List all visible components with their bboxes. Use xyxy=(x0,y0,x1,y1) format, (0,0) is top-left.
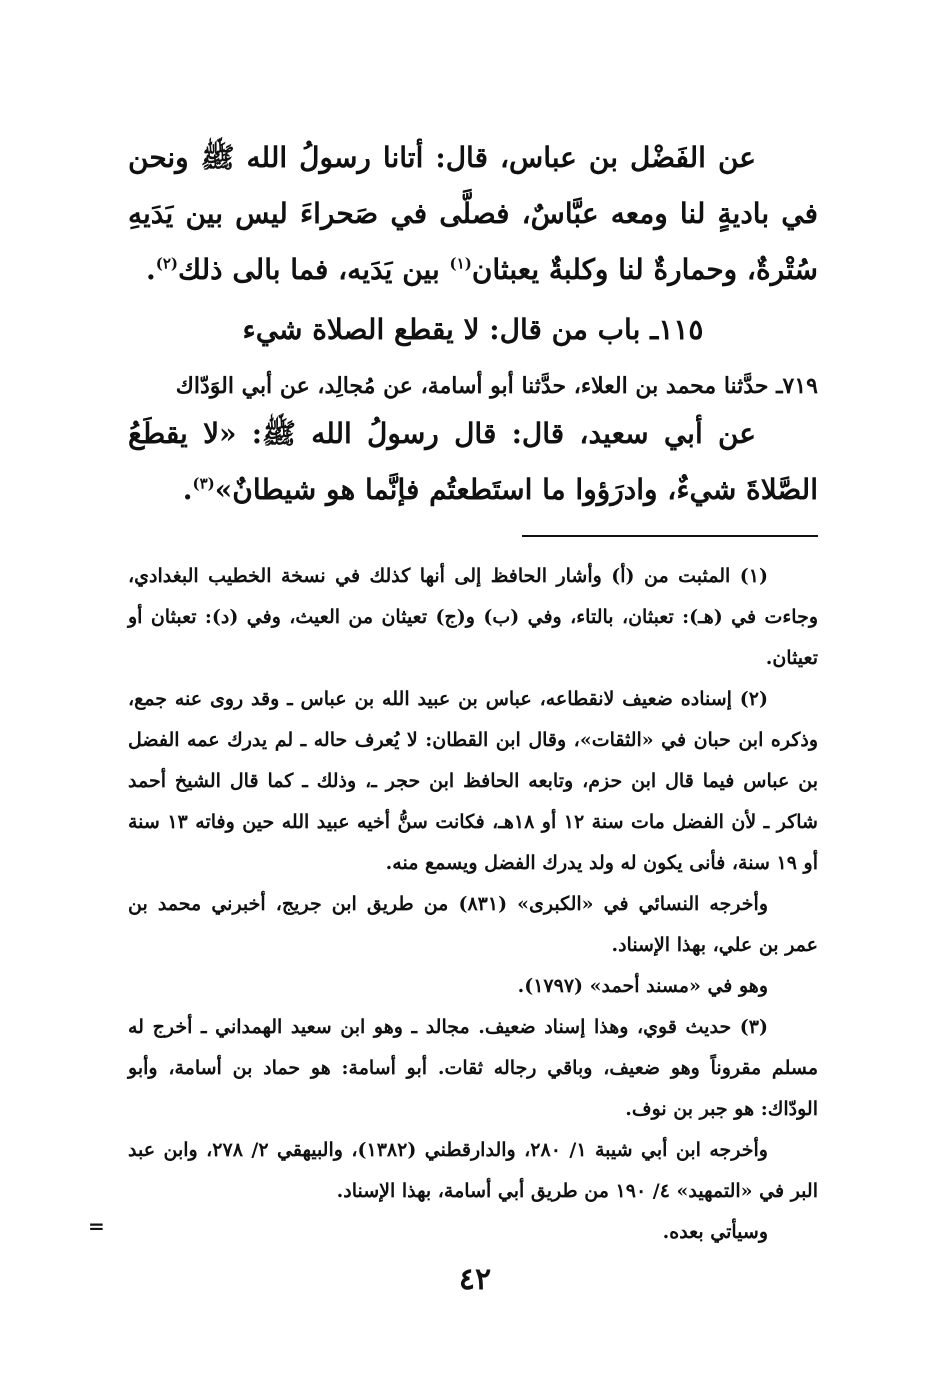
footnote-1: (١) المثبت من (أ) وأشار الحافظ إلى أنها كذلك في نسخة الخطيب البغدادي، وجاءت في (هـ): تعبثان، بالتاء، وفي (ب) و(ج) تعيثان من العيث، وفي (د): تعبثان أو تعيثان. xyxy=(128,565,818,669)
footnote-2-cont-2: وهو في «مسند أحمد» (١٧٩٧). xyxy=(517,975,768,997)
footnote-ref-3: (٣) xyxy=(192,474,215,493)
hadith-text-1: عن الفَضْل بن عباس، قال: أتانا رسولُ الله ﷺ ونحن في باديةٍ لنا ومعه عبَّاسٌ، فصلَّى في صَحراءَ ليس بين يَدَيهِ سُتْرةٌ، وحمارةٌ لنا وكلبةٌ يعبثان$^{(١)}$ بين يَدَيه، فما بالى ذلك$^{(٢)}$. xyxy=(128,141,818,286)
footnote-2-cont-1: وأخرجه النسائي في «الكبرى» (٨٣١) من طريق ابن جريج، أخبرني محمد بن عمر بن علي، بهذا الإسناد. xyxy=(128,893,818,956)
footnote-3: (٣) حديث قوي، وهذا إسناد ضعيف. مجالد ـ وهو ابن سعيد الهمداني ـ أخرج له مسلم مقروناً وهو ضعيف، وباقي رجاله ثقات. أبو أسامة: هو حماد بن أسامة، وأبو الودّاك: هو جبر بن نوف. xyxy=(128,1016,818,1120)
continuation-mark: = xyxy=(88,1214,105,1238)
isnad-chain: ٧١٩ـ حدَّثنا محمد بن العلاء، حدَّثنا أبو أسامة، عن مُجالِد، عن أبي الوَدّاك xyxy=(175,373,818,399)
page-number: ٤٢ xyxy=(458,1262,492,1297)
footnotes xyxy=(128,556,818,1253)
footnote-separator xyxy=(522,535,818,537)
chapter-heading: ١١٥ـ باب من قال: لا يقطع الصلاة شيء xyxy=(242,313,704,346)
main-text xyxy=(128,130,818,518)
footnote-3-cont-2: وسيأتي بعده. xyxy=(662,1221,768,1243)
footnote-3-cont-1: وأخرجه ابن أبي شيبة ١/ ٢٨٠، والدارقطني (١٣٨٢)، والبيهقي ٢/ ٢٧٨، وابن عبد البر في «التمهيد» ٤/ ١٩٠ من طريق أبي أسامة، بهذا الإسناد. xyxy=(128,1139,818,1202)
hadith-text-2: عن أبي سعيد، قال: قال رسولُ الله ﷺ: «لا يقطَعُ الصَّلاةَ شيءٌ، وادرَؤوا ما استَطعتُم فإنَّما هو شيطانٌ»$^{(٣)}$. xyxy=(128,417,818,506)
footnote-ref-2: (٢) xyxy=(155,254,178,273)
footnote-2: (٢) إسناده ضعيف لانقطاعه، عباس بن عبيد الله بن عباس ـ وقد روى عنه جمع، وذكره ابن حبان في «الثقات»، وقال ابن القطان: لا يُعرف حاله ـ لم يدرك عمه الفضل بن عباس فيما قال ابن حزم، وتابعه الحافظ ابن حجر ـ، وذلك ـ كما قال الشيخ أحمد شاكر ـ لأن الفضل مات سنة ١٢ أو ١٨هـ، فكانت سنُّ أخيه عبيد الله حين وفاته ١٣ سنة أو ١٩ سنة، فأنى يكون له ولد يدرك الفضل ويسمع منه. xyxy=(128,688,818,874)
footnote-ref-1: (١) xyxy=(449,254,472,273)
